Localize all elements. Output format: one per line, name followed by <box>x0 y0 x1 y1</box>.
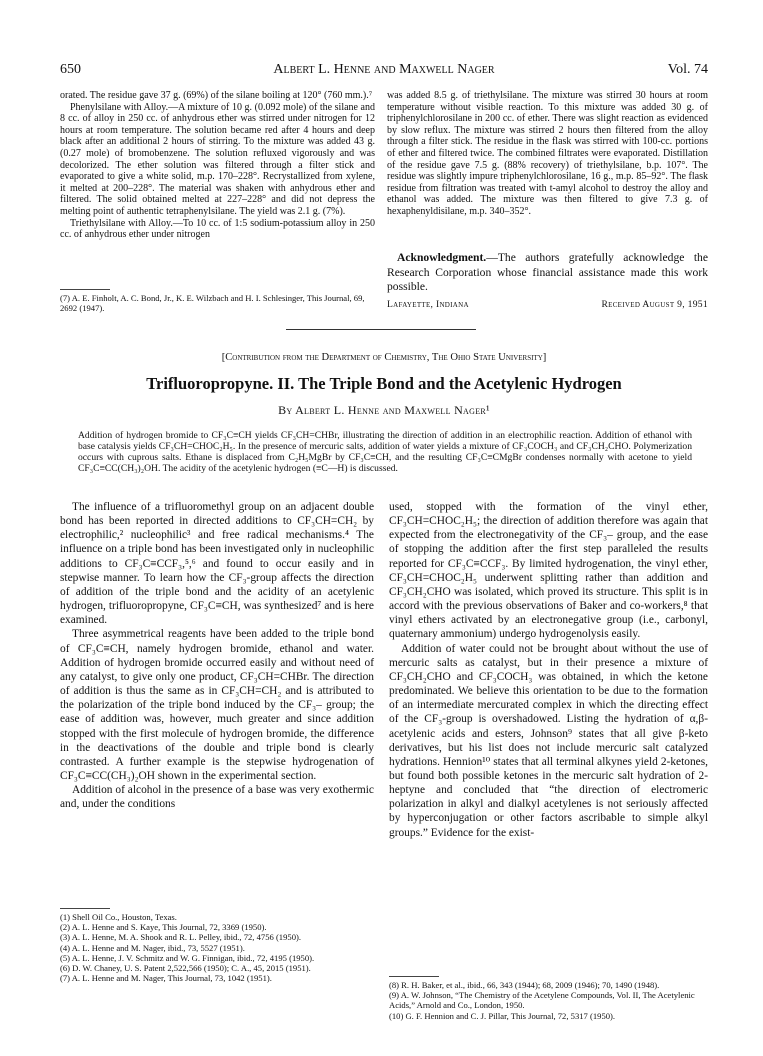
acknowledgment-title: Acknowledgment. <box>397 251 487 264</box>
abstract <box>78 430 692 474</box>
running-head <box>60 62 708 80</box>
article-paragraph: The influence of a trifluoromethyl group on an adjacent double bond has been reported in directed additions to CF₃CH=CH₂ by electrophilic,² nucleophilic³ and free radical mechanisms.⁴ The influence on a triple bond has been investigated only in nucleophilic additions to CF₃C≡CCF₃,⁵,⁶ and found to occur easily and in stepwise manner. To learn how the CF₃-group affects the direction of addition of the triple bond and the acidity of an acetylenic hydrogen, trifluoropropyne, CF₃C≡CH, was synthesized⁷ and is here examined. <box>60 501 374 627</box>
footnote: (2) A. L. Henne and S. Kaye, This Journal, 72, 3369 (1950). <box>60 922 267 933</box>
article-left-footnotes <box>60 912 374 983</box>
prev-article-footnote <box>60 293 375 313</box>
footnote: (3) A. L. Henne, M. A. Shook and R. L. Pelley, ibid., 72, 4756 (1950). <box>60 932 302 943</box>
footnote-rule <box>389 976 439 977</box>
article-left-column <box>60 500 374 811</box>
article-paragraph: used, stopped with the formation of the vinyl ether, CF₃CH=CHOC₂H₅; the direction of addition therefore was again that expected from the electronegativity of the CF₃– group, and the ease of stopping the addition after the first step paralleled the results reported for CF₃C≡CCF₃. By limited hydrogenation, the vinyl ether, CF₃CH=CHOC₂H₅ underwent splitting rather than addition and CF₃CH₂CHO was isolated, which proved its structure. This split is in accord with the previous observations of Baker and co-workers,⁸ that vinyl ethers activated by an electronegative group (i.e., carbonyl, quaternary ammonium) undergo hydrogenolysis easily. <box>389 501 708 641</box>
page-number: 650 <box>60 62 81 77</box>
footnote: (1) Shell Oil Co., Houston, Texas. <box>60 912 177 922</box>
footnote: (10) G. F. Hennion and C. J. Pillar, This Journal, 72, 5317 (1950). <box>389 1010 616 1021</box>
prev-paragraph: Phenylsilane with Alloy.—A mixture of 10 g. (0.092 mole) of the silane and 8 cc. of alloy in 250 cc. of anhydrous ether was stirred under nitrogen for 12 hours at room temperature. The solution became red after 4 hours and deep black after an additional 2 hours of stirring. To the mixture was added 43 g. (0.27 mole) of bromobenzene. The solution refluxed vigorously and was decolorized. The ether solution was filtered through a filter stick and evaporated to give a white solid, m.p. 170–228°. Recrystallized from xylene, it melted at 200–228°. The material was shaken with anhydrous ether and filtered. The solid obtained melted at 227–228° and did not depress the melting point of authentic tetraphenylsilane. The yield was 2.1 g. (7%). <box>60 101 375 217</box>
footnote: (7) A. L. Henne and M. Nager, This Journal, 73, 1042 (1951). <box>60 973 272 984</box>
prev-paragraph: orated. The residue gave 37 g. (69%) of the silane boiling at 120° (760 mm.).⁷ <box>60 90 373 101</box>
footnote: (7) A. E. Finholt, A. C. Bond, Jr., K. E. Wilzbach and H. I. Schlesinger, This Journal, 69, 2692 (1947). <box>60 293 365 314</box>
received-date: Received August 9, 1951 <box>601 299 708 310</box>
article-right-column <box>389 500 708 840</box>
prev-paragraph: was added 8.5 g. of triethylsilane. The mixture was stirred 30 hours at room temperature without visible reaction. To this mixture was added 30 g. of triphenylchlorosilane in 200 cc. of ether. There was slight reaction as evidenced by slow reflux. The mixture was stirred 2 hours then filtered from the alloy through a filter stick. The residue in the flask was stirred with 100-cc. portions of ether and filtered twice. The combined filtrates were evaporated. Distillation of the residue gave 7.5 g. (88% recovery) of triethylsilane, b.p. 107°. The residue was slightly impure triphenylchlorosilane, 16 g., m.p. 85–92°. The flask residue from filtration was treated with t-amyl alcohol to destroy the alloy and ethanol was added. The mixture was then filtered to give 7.3 g. of hexaphenyldisilane, m.p. 340–352°. <box>387 90 708 217</box>
footnote-rule <box>60 289 110 290</box>
footnote: (4) A. L. Henne and M. Nager, ibid., 73, 5527 (1951). <box>60 942 245 953</box>
byline: By Albert L. Henne and Maxwell Nager¹ <box>278 403 490 417</box>
footnote: (5) A. L. Henne, J. V. Schmitz and W. G. Finnigan, ibid., 72, 4195 (1950). <box>60 952 315 963</box>
article-paragraph: Three asymmetrical reagents have been added to the triple bond of CF₃C≡CH, namely hydrogen bromide, ethanol and water. Addition of hydrogen bromide occurred easily and without need of any catalyst, to give only one product, CF₃CH=CHBr. The direction of addition is thus the same as in CF₃CH=CH₂ and is attributed to the polarization of the triple bond induced by the CF₃– group; the ease of addition was, however, much greater and since addition stopped with the first molecule of hydrogen bromide, the difference in the deactivations of the double and triple bond is clearly contrasted. A further example is the stepwise hydrogenation of CF₃C≡CC(CH₃)₂OH shown in the experimental section. <box>60 628 374 782</box>
prev-paragraph: Triethylsilane with Alloy.—To 10 cc. of 1:5 sodium-potassium alloy in 250 cc. of anhydrous ether under nitrogen <box>60 217 375 241</box>
footnote: (8) R. H. Baker, et al., ibid., 66, 343 (1944); 68, 2009 (1946); 70, 1490 (1948). <box>389 980 660 990</box>
prev-article-left-column <box>60 90 375 241</box>
contribution-line: [Contribution from the Department of Chemistry, The Ohio State University] <box>221 352 547 363</box>
acknowledgment-text: —The authors gratefully acknowledge the Research Corporation whose financial assistance made this work possible. <box>387 251 708 294</box>
footnote: (6) D. W. Chaney, U. S. Patent 2,522,566 (1950); C. A., 45, 2015 (1951). <box>60 963 311 974</box>
article-right-footnotes <box>389 980 708 1021</box>
article-paragraph: Addition of alcohol in the presence of a base was very exothermic and, under the conditions <box>60 784 374 811</box>
location: Lafayette, Indiana <box>387 299 469 310</box>
running-head-authors: Albert L. Henne and Maxwell Nager <box>273 62 495 77</box>
volume-number: Vol. 74 <box>667 62 708 77</box>
footnote: (9) A. W. Johnson, “The Chemistry of the Acetylene Compounds, Vol. II, The Acetylenic Acids,” Arnold and Co., London, 1950. <box>389 990 695 1011</box>
footnote-rule <box>60 908 110 909</box>
article-paragraph: Addition of water could not be brought about without the use of mercuric salts as catalyst, but in their presence a mixture of CF₃CH₂CHO and CF₃COCH₃ was obtained, in which the ketone predominated. We believe this orientation to be due to the formation of an intermediate mercurated complex in which the directing effect of the CF₃-group is overshadowed. Listing the hydration of α,β-acetylenic acids and esters, Johnson⁹ states that all give β-keto derivatives, but his list does not include mercuric salt catalyzed hydrations. Hennion¹⁰ states that all terminal alkynes yield 2-ketones, but found both possible ketones in the mercuric salt hydration of 2-heptyne and concluded that “the direction of electromeric polarization in alkyl and dialkyl acetylenes is not seriously affected by hyperconjugation or other factors ascribable to simple alkyl groups.” Evidence for the exist- <box>389 642 708 839</box>
acknowledgment <box>387 251 708 295</box>
article-separator <box>286 329 476 330</box>
prev-article-right-column <box>387 90 708 218</box>
article-title: Trifluoropropyne. II. The Triple Bond and the Acetylenic Hydrogen <box>146 374 622 393</box>
abstract-text: Addition of hydrogen bromide to CF₃C≡CH yields CF₃CH=CHBr, illustrating the direction of addition in an electrophilic reaction. Addition of ethanol with base catalysis yields CF₃CH=CHOC₂H₅. In the presence of mercuric salts, addition of water yields a mixture of CF₃COCH₃ and CF₃CH₂CHO. Polymerization occurs with cuprous salts. Ethane is displaced from C₂H₅MgBr by CF₃C≡CH, and the resulting CF₃C≡CMgBr condenses normally with acetone to yield CF₃C≡CC(CH₃)₂OH. The acidity of the acetylenic hydrogen (≡C—H) is discussed. <box>78 430 692 474</box>
